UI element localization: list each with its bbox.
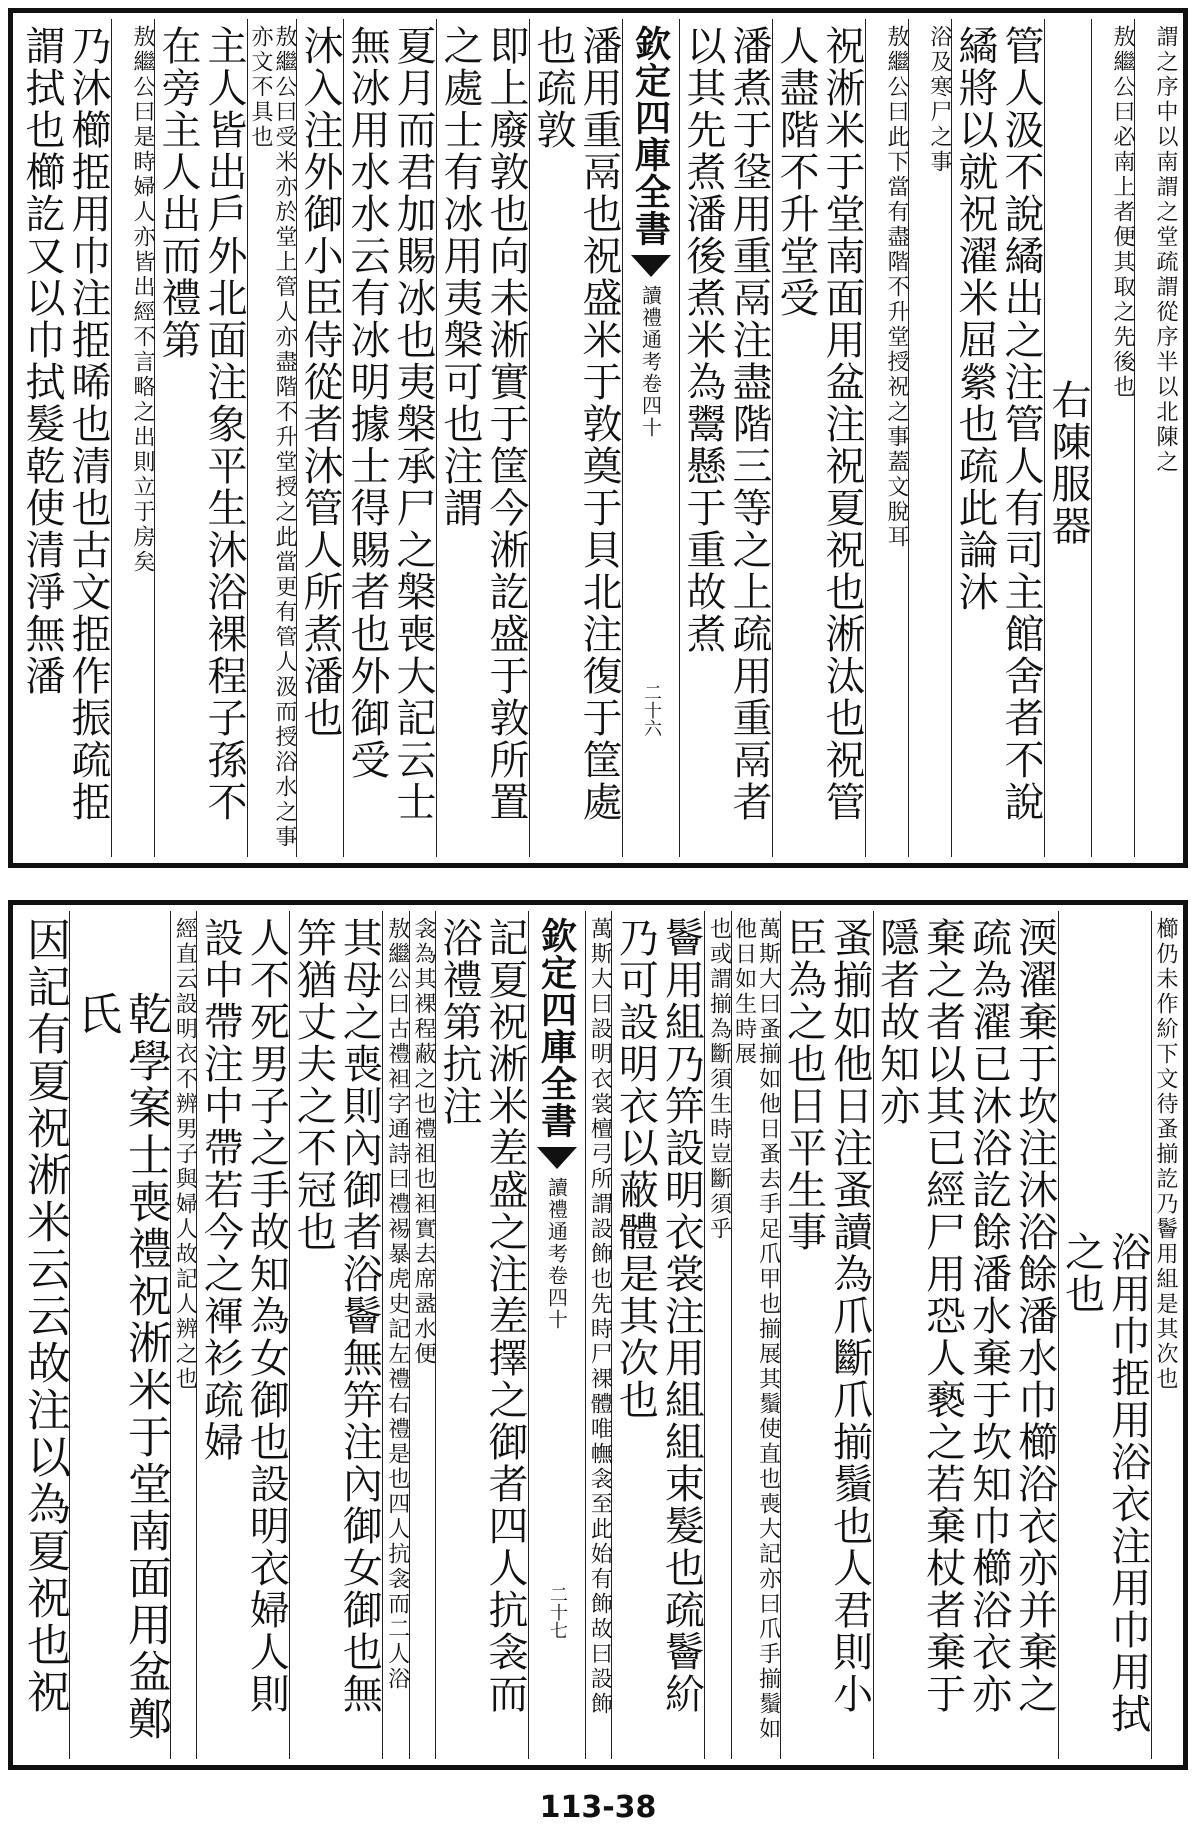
volume-label: 卷四十	[544, 1265, 569, 1331]
text-column: 敖繼公曰必南上者便其取之先後也	[1091, 19, 1134, 857]
text-column: 敖繼公曰受米亦於堂上管人亦盡階不升堂授之此當更有管人汲而授浴水之事亦文不具也	[247, 19, 296, 857]
text-column: 乾學案士喪禮祝淅米于堂南面用盆鄭氏	[69, 911, 170, 1759]
text-column: 因記有夏祝淅米云云故注以為夏祝也祝	[19, 917, 71, 1716]
text-column: 鬠用組乃笄設明衣裳注用組組束髮也疏鬠紒乃可設明衣以蔽體是其次也	[611, 911, 704, 1759]
book-title: 欽定四庫全書	[629, 25, 672, 247]
page-number: 113-38	[539, 1790, 657, 1825]
center-fold	[528, 911, 585, 1759]
text-column: 敖繼公曰古禮袒字通詩曰禮裼暴虎史記左禮右禮是也四人抗衾而二人浴	[382, 911, 408, 1759]
text-column: 潘用重鬲也祝盛米于敦奠于貝北注復于筐處也疏敦	[529, 19, 622, 857]
text-columns	[19, 911, 1177, 1759]
text-column: 也或謂揃為斷須生時豈斷須乎	[704, 911, 730, 1759]
text-column: 萬斯大曰設明衣裳檀弓所謂設飾也先時尸裸體唯幠衾至此始有飾故曰設飾	[585, 911, 611, 1759]
volume-label: 卷四十	[638, 373, 663, 439]
text-column: 櫛仍未作紒下文待蚤揃訖乃鬠用組是其次也	[1151, 911, 1177, 1759]
text-column: 萬斯大曰蚤揃如他日蚤去手足爪甲也揃展其鬚使直也喪大記亦曰爪手揃鬚如他日如生時展	[731, 911, 780, 1759]
text-column: 即上廢敦也向未淅實于筐今淅訖盛于敦所置之處士有冰用夷槃可也注謂	[436, 19, 529, 857]
text-column: 人不死男子之手故知為女御也設明衣婦人則設中帶注中帶若今之褌衫疏婦	[196, 911, 289, 1759]
text-column: 祝淅米于堂南面用盆注祝夏祝也淅汰也祝管人盡階不升堂受	[772, 19, 865, 857]
text-column: 潘煮于垼用重鬲注盡階三等之上疏用重鬲者以其先煮潘後煮米為鬻懸于重故煮	[679, 19, 772, 857]
text-column: 沐入注外御小臣侍從者沐管人所煮潘也	[296, 19, 343, 857]
center-fold	[622, 19, 679, 857]
text-column: 謂之序中以南謂之堂疏謂從序半以北陳之	[1134, 19, 1177, 857]
text-column: 浴用巾挋用浴衣注用巾用拭之也	[1058, 911, 1151, 1759]
text-column: 主人皆出戶外北面注象平生沐浴裸程子孫不在旁主人出而禮第	[154, 19, 247, 857]
leaf-number: 二十六	[641, 683, 662, 737]
text-column: 蚤揃如他日注蚤讀為爪斷爪揃鬚也人君則小臣為之也日平生事	[780, 911, 873, 1759]
bottom-page-panel	[8, 900, 1188, 1770]
text-column: 管人汲不說繘出之注管人有司主館舍者不說繘將以就祝濯米屈縈也疏此論沐	[951, 19, 1044, 857]
text-column: 記夏祝淅米差盛之注差擇之御者四人抗衾而浴禮第抗注	[435, 911, 528, 1759]
fishtail-ornament-icon	[629, 253, 673, 279]
top-page-panel	[8, 8, 1188, 868]
text-column: 經直云設明衣不辨男子與婦人故記人辨之也	[170, 911, 196, 1759]
book-subtitle: 讀禮通考	[638, 285, 663, 373]
section-heading: 右陳服器	[1044, 19, 1091, 857]
book-title: 欽定四庫全書	[535, 917, 578, 1139]
text-columns	[19, 19, 1177, 857]
text-column: 敖繼公曰是時婦人亦皆出經不言略之出則立于房矣	[111, 19, 154, 857]
text-column: 浴及寒尸之事	[908, 19, 951, 857]
text-column: 夏月而君加賜冰也夷槃承尸之槃喪大記云士無冰用水水云有冰明據士得賜者也外御受	[343, 19, 436, 857]
text-column: 乃沐櫛挋用巾注挋晞也清也古文挋作振疏挋謂拭也櫛訖又以巾拭髮乾使清淨無潘	[19, 25, 111, 823]
text-column: 敖繼公曰此下當有盡階不升堂授祝之事蓋文脫耳	[865, 19, 908, 857]
text-column: 其母之喪則內御者浴鬠無笄注內御女御也無笄猶丈夫之不冠也	[289, 911, 382, 1759]
text-column: 衾為其裸程蔽之也禮祖也袒實去席盝水便	[409, 911, 435, 1759]
text-column: 渜濯棄于坎注沐浴餘潘水巾櫛浴衣亦并棄之疏為濯已沐浴訖餘潘水棄于坎知巾櫛浴衣亦棄之者以其已經尸用恐人褻之若棄杖者棄于隱者故知亦	[873, 911, 1058, 1759]
fishtail-ornament-icon	[535, 1145, 579, 1171]
book-subtitle: 讀禮通考	[544, 1177, 569, 1265]
leaf-number: 二十七	[547, 1585, 569, 1639]
